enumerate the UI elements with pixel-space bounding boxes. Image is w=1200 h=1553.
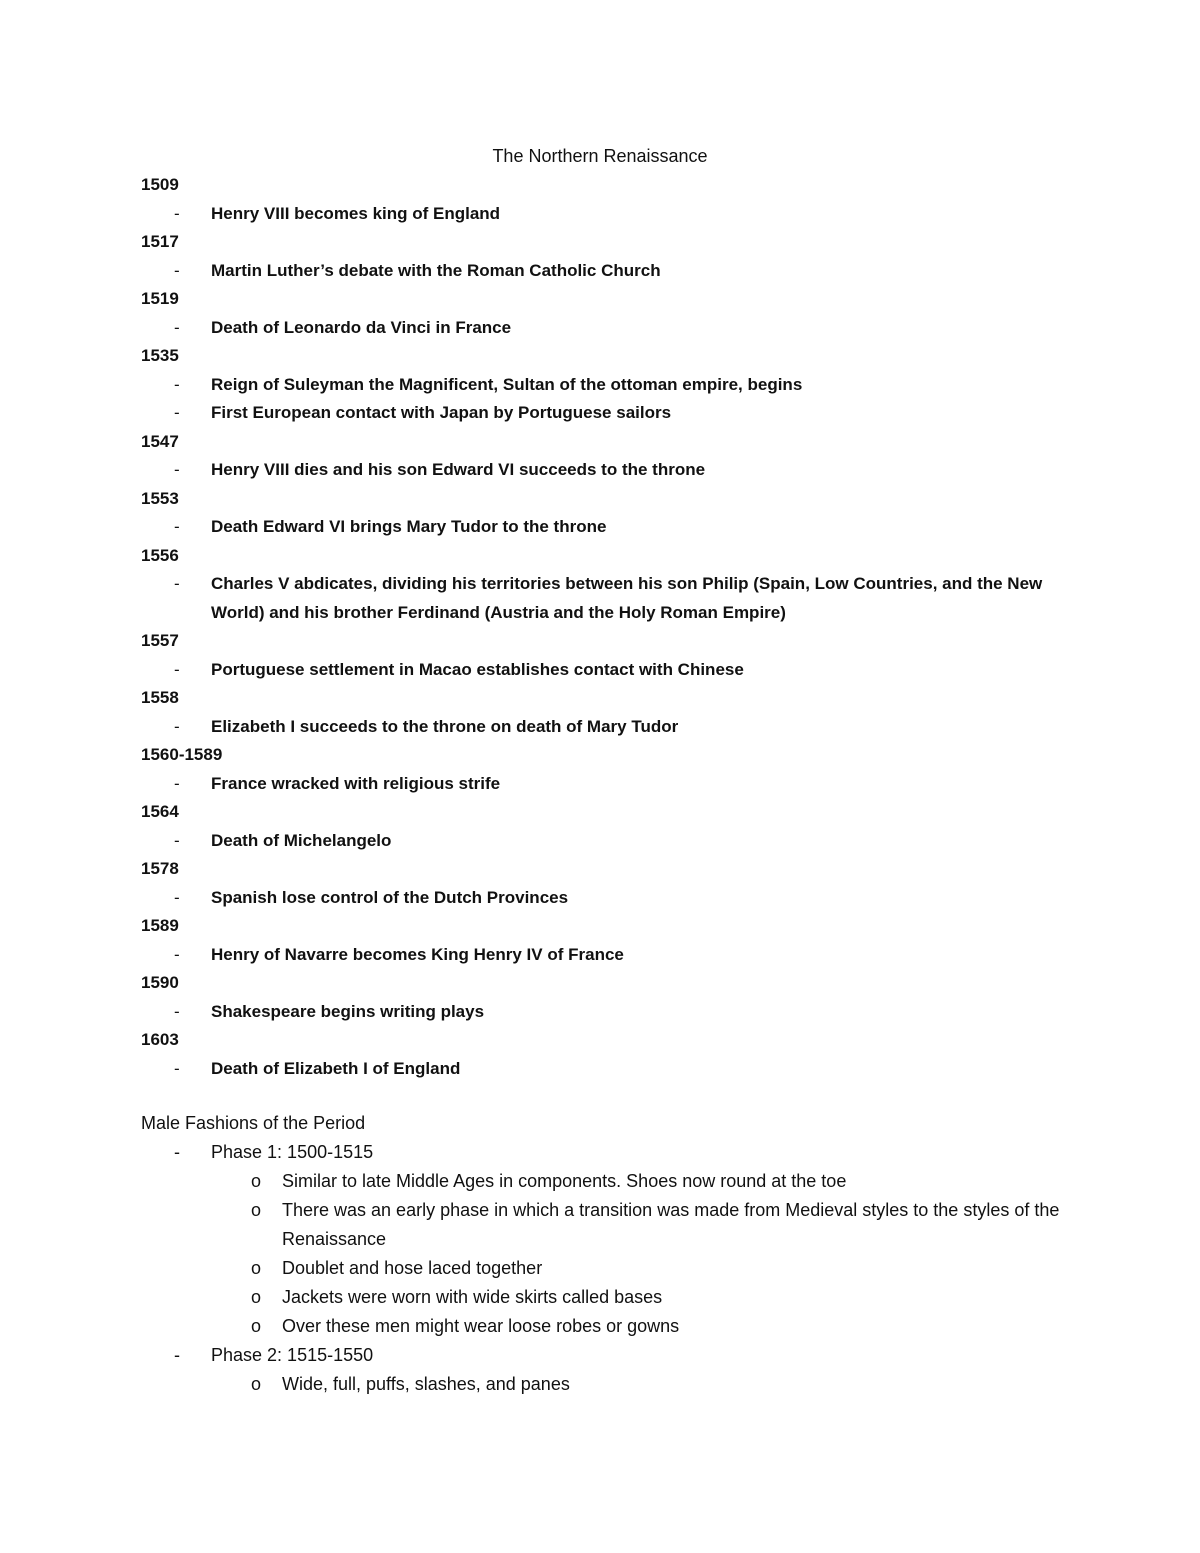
dash-marker: -	[174, 317, 180, 337]
fashion-phase-item-text: Doublet and hose laced together	[282, 1258, 543, 1278]
timeline-year: 1590	[141, 973, 179, 992]
fashion-phases-list	[141, 1138, 1061, 1399]
dash-marker: -	[174, 403, 180, 422]
dash-marker: -	[174, 460, 180, 479]
fashion-phase-item	[141, 1370, 1061, 1399]
fashion-phase-item	[141, 1312, 1061, 1341]
timeline-event-text: France wracked with religious strife	[211, 773, 501, 793]
bullet-marker: o	[251, 1316, 262, 1336]
fashion-phase-label: Phase 2: 1515-1550	[211, 1345, 374, 1365]
timeline-event-text: Elizabeth I succeeds to the throne on death of Mary Tudor	[211, 716, 679, 736]
dash-marker: -	[174, 1001, 180, 1021]
timeline-event	[141, 399, 1061, 428]
bullet-marker: o	[251, 1374, 262, 1394]
dash-marker: -	[174, 517, 180, 536]
bullet-marker: o	[251, 1171, 262, 1191]
timeline-year: 1578	[141, 859, 179, 878]
timeline-event-text: Reign of Suleyman the Magnificent, Sultan of the ottoman empire, begins	[211, 374, 803, 394]
dash-marker: -	[174, 374, 180, 394]
timeline-event	[141, 1055, 1061, 1084]
bullet-marker: o	[251, 1258, 262, 1278]
fashion-phase-item-text: Jackets were worn with wide skirts called bases	[282, 1287, 663, 1307]
fashion-phase-item	[141, 1283, 1061, 1312]
timeline-year: 1603	[141, 1030, 179, 1049]
dash-marker: -	[174, 944, 180, 964]
timeline-event-text: Shakespeare begins writing plays	[211, 1001, 485, 1021]
fashion-section	[141, 1109, 1061, 1399]
timeline-event-text: Martin Luther’s debate with the Roman Catholic Church	[211, 260, 661, 280]
fashion-phase-item-text: There was an early phase in which a transition was made from Medieval styles to the styles of the Renaissance	[282, 1200, 1060, 1249]
timeline-event	[141, 770, 1061, 799]
timeline-event-text: First European contact with Japan by Portuguese sailors	[211, 403, 672, 422]
timeline-event-text: Spanish lose control of the Dutch Provinces	[211, 887, 569, 907]
dash-marker: -	[174, 659, 180, 679]
timeline-year: 1558	[141, 688, 179, 707]
fashion-phase-item	[141, 1167, 1061, 1196]
bullet-marker: o	[251, 1287, 262, 1307]
document-title: The Northern Renaissance	[492, 146, 708, 166]
timeline-event	[141, 456, 1061, 485]
fashion-section-title: Male Fashions of the Period	[141, 1113, 366, 1133]
timeline-event	[141, 656, 1061, 685]
fashion-phase-item-text: Over these men might wear loose robes or gowns	[282, 1316, 680, 1336]
timeline-event	[141, 998, 1061, 1027]
fashion-phase-item	[141, 1254, 1061, 1283]
timeline-event	[141, 570, 1061, 627]
timeline-event-text: Death Edward VI brings Mary Tudor to the throne	[211, 517, 607, 536]
dash-marker: -	[174, 1345, 180, 1365]
dash-marker: -	[174, 887, 180, 907]
dash-marker: -	[174, 773, 180, 793]
fashion-phase-item-text: Similar to late Middle Ages in components. Shoes now round at the toe	[282, 1171, 847, 1191]
timeline-event	[141, 314, 1061, 343]
timeline-year: 1556	[141, 545, 179, 565]
timeline-event-text: Henry VIII dies and his son Edward VI succeeds to the throne	[211, 460, 706, 479]
timeline-year: 1553	[141, 488, 179, 508]
dash-marker: -	[174, 574, 180, 593]
timeline-event	[141, 941, 1061, 970]
dash-marker: -	[174, 203, 180, 223]
timeline-event-text: Henry VIII becomes king of England	[211, 203, 501, 223]
timeline-event	[141, 884, 1061, 913]
fashion-phase-label: Phase 1: 1500-1515	[211, 1142, 374, 1162]
dash-marker: -	[174, 260, 180, 280]
bullet-marker: o	[251, 1200, 262, 1220]
timeline-year: 1535	[141, 346, 179, 365]
timeline-event	[141, 713, 1061, 742]
timeline-year: 1519	[141, 289, 179, 308]
timeline-event	[141, 513, 1061, 542]
dash-marker: -	[174, 716, 180, 736]
timeline-event-text: Charles V abdicates, dividing his territories between his son Philip (Spain, Low Countries, and the New World) and his brother Ferdinand (Austria and the Holy Roman Empire)	[211, 574, 1043, 622]
fashion-phase-item-text: Wide, full, puffs, slashes, and panes	[282, 1374, 570, 1394]
timeline-year: 1564	[141, 802, 179, 821]
timeline-event	[141, 257, 1061, 286]
timeline-event-text: Henry of Navarre becomes King Henry IV of France	[211, 944, 624, 964]
timeline-event	[141, 200, 1061, 229]
timeline-event-text: Death of Leonardo da Vinci in France	[211, 317, 512, 337]
dash-marker: -	[174, 830, 180, 850]
timeline-event-text: Portuguese settlement in Macao establishes contact with Chinese	[211, 659, 744, 679]
fashion-phase	[141, 1138, 1061, 1167]
dash-marker: -	[174, 1142, 180, 1162]
timeline-event	[141, 371, 1061, 400]
timeline-year: 1517	[141, 232, 179, 251]
timeline-year: 1589	[141, 916, 179, 935]
timeline-event-text: Death of Michelangelo	[211, 830, 392, 850]
timeline-year: 1547	[141, 431, 179, 451]
timeline-list	[141, 171, 1061, 1083]
timeline-event-text: Death of Elizabeth I of England	[211, 1058, 461, 1078]
timeline-year: 1560-1589	[141, 745, 223, 764]
timeline-event	[141, 827, 1061, 856]
dash-marker: -	[174, 1058, 180, 1078]
timeline-year: 1509	[141, 175, 179, 194]
fashion-phase-item	[141, 1196, 1061, 1254]
fashion-phase	[141, 1341, 1061, 1370]
timeline-year: 1557	[141, 631, 179, 650]
